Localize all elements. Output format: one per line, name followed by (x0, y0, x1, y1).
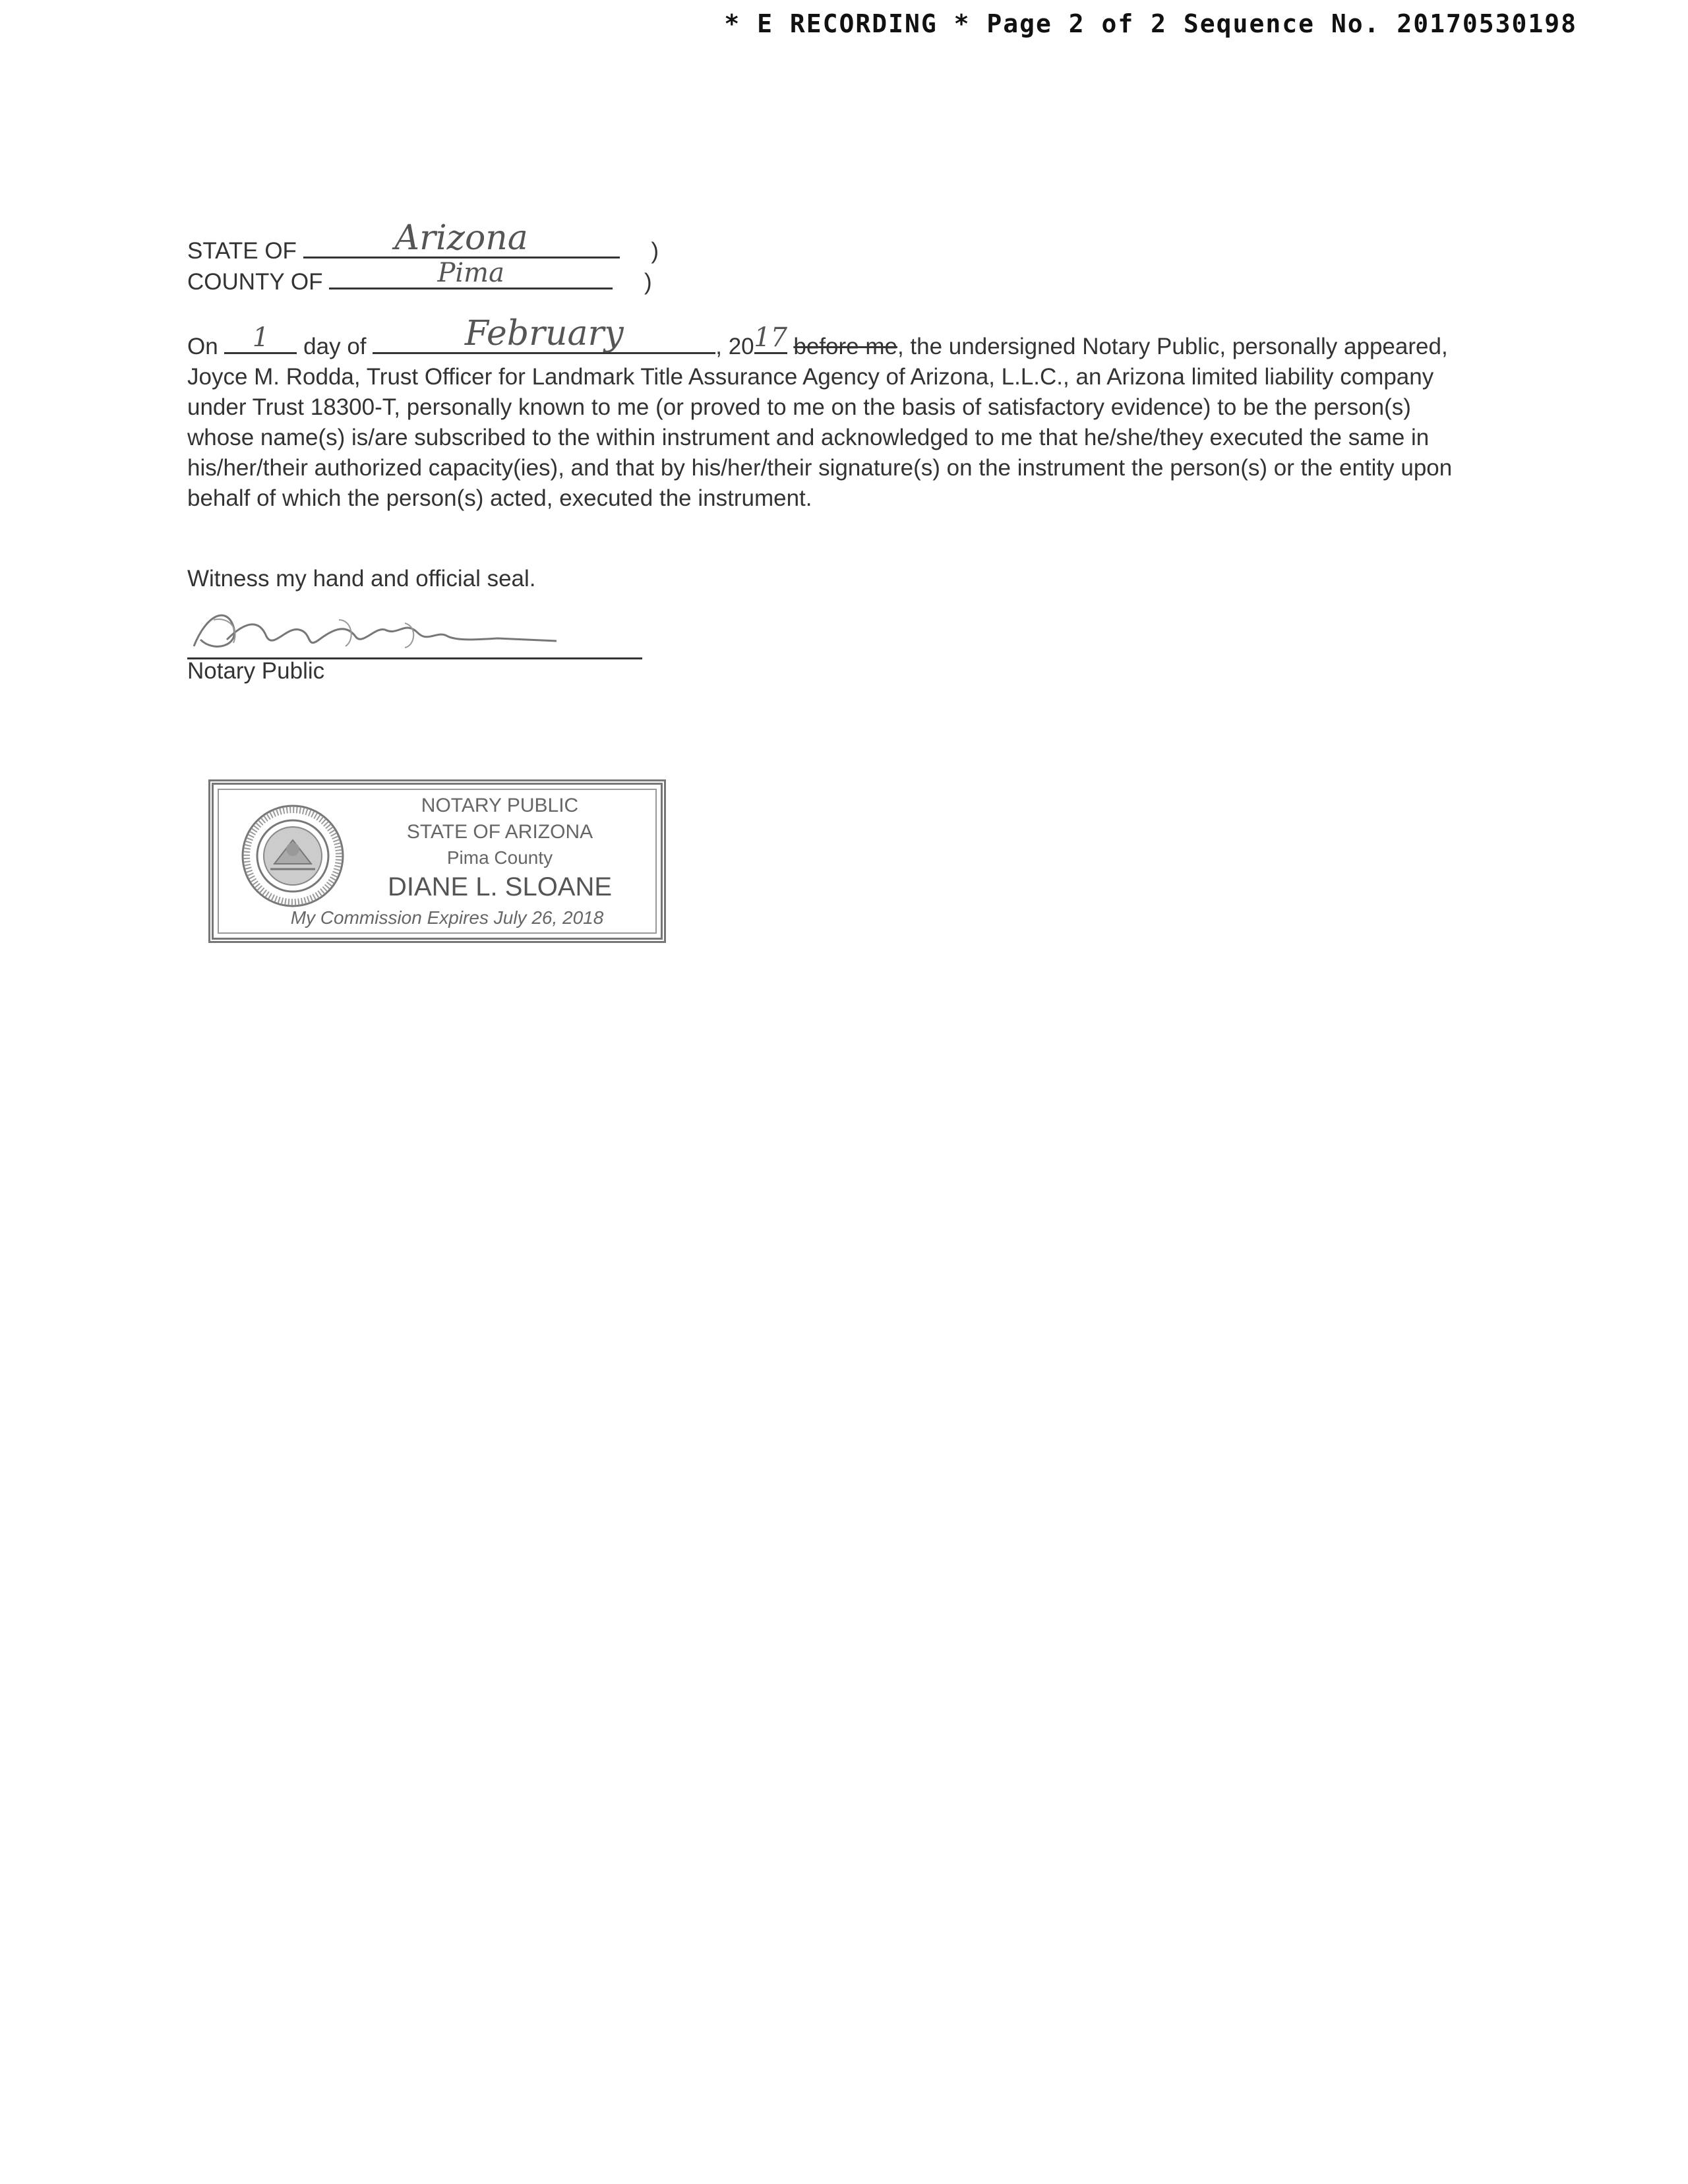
on-label: On (187, 334, 218, 359)
state-handwritten: Arizona (394, 218, 528, 258)
stamp-notary-name: DIANE L. SLOANE (387, 872, 613, 901)
year-prefix: , 20 (715, 334, 754, 359)
stamp-text-block (346, 793, 654, 903)
state-seal-icon (240, 803, 346, 909)
month-blank (373, 314, 715, 354)
notary-signature (187, 600, 583, 658)
before-me-struck: before me (793, 334, 897, 359)
signature-area (187, 600, 642, 659)
notary-public-label: Notary Public (187, 658, 325, 684)
state-blank (303, 218, 620, 258)
acknowledgment-paragraph (187, 314, 1466, 514)
witness-statement: Witness my hand and official seal. (187, 566, 536, 592)
year-handwritten: 17 (754, 322, 788, 353)
notary-stamp (208, 779, 666, 943)
day-of-label: day of (303, 334, 367, 359)
recording-header: * E RECORDING * Page 2 of 2 Sequence No. 20170530198 (724, 9, 1577, 38)
stamp-state: STATE OF ARIZONA (406, 821, 593, 843)
state-line (187, 218, 659, 264)
stamp-expiration: My Commission Expires July 26, 2018 (290, 907, 604, 928)
county-line (187, 258, 652, 295)
year-blank (754, 322, 788, 354)
stamp-title: NOTARY PUBLIC (421, 795, 579, 816)
stamp-county: Pima County (446, 847, 553, 868)
county-label: COUNTY OF (187, 269, 323, 295)
county-handwritten: Pima (437, 258, 504, 288)
county-blank (329, 258, 613, 289)
state-label: STATE OF (187, 238, 297, 264)
day-handwritten: 1 (252, 322, 270, 353)
month-handwritten: February (464, 314, 624, 353)
acknowledgment-body: , the undersigned Notary Public, personally appeared, Joyce M. Rodda, Trust Officer for Landmark Title Assurance Agency of Arizona, L.L.C., an Arizona limited liability company under Trust 18300-T, personally known to me (or proved to me on the basis of satisfactory evidence) to be the person(s) whose name(s) is/are subscribed to the within instrument and acknowledged to me that he/she/they executed the same in his/her/their authorized capacity(ies), and that by his/her/their signature(s) on the instrument the person(s) or the entity upon behalf of which the person(s) acted, executed the instrument. (187, 334, 1453, 511)
day-blank (224, 322, 297, 354)
state-paren: ) (651, 238, 659, 264)
county-paren: ) (644, 269, 652, 295)
